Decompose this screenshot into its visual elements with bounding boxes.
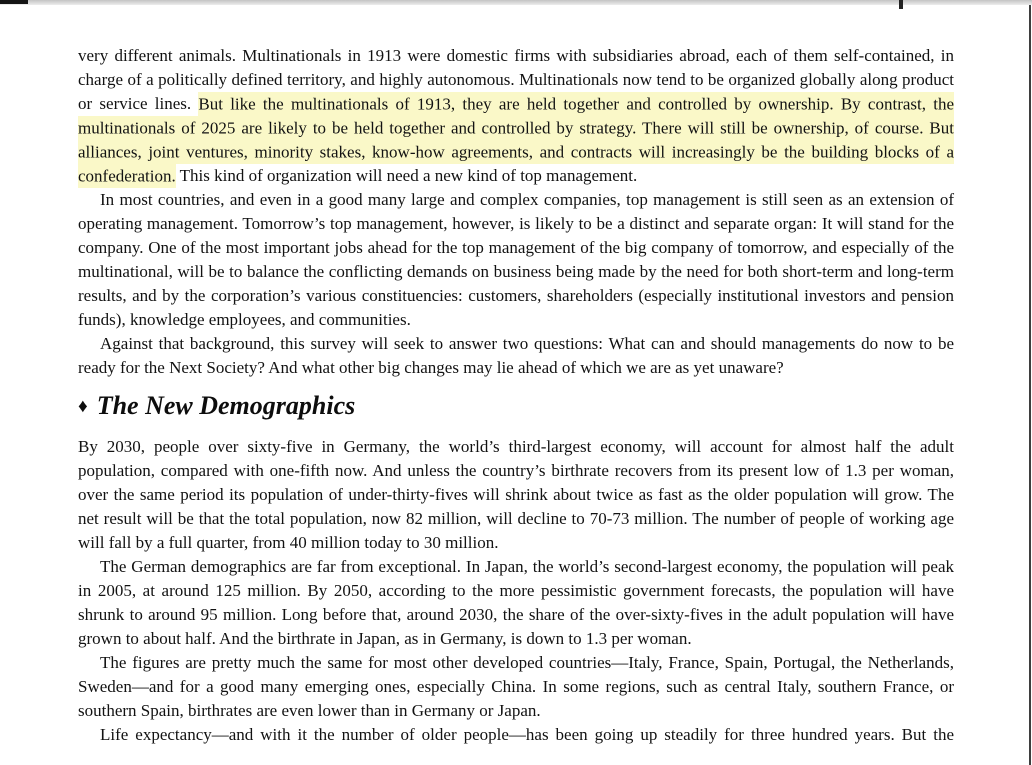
paragraph-germany-demographics: By 2030, people over sixty-five in Germany, the world’s third-largest economy, will account for almost half the adult population, compared with one-fifth now. And unless the country’s birthrate recovers from its present low of 1.3 per woman, over the same period its population of under-thirty-fives will shrink about twice as fast as the older population will grow. The net result will be that the total population, now 82 million, will decline to 70-73 million. The number of people of working age will fall by a full quarter, from 40 million today to 30 million.: [78, 437, 954, 552]
window-top-tick-artifact: [899, 0, 903, 9]
paragraph-text: This kind of organization will need a new kind of top management.: [175, 166, 638, 185]
paragraph-top-management: In most countries, and even in a good many large and complex companies, top management is still seen as an extension of operating management. Tomorrow’s top management, however, is likely to be a distinct and separate organ: It will stand for the company. One of the most important jobs ahead for the top management of the big company of tomorrow, and especially of the multinational, will be to balance the conflicting demands on business being made by the need for both short-term and long-term results, and by the corporation’s various constituencies: customers, shareholders (especially institutional investors and pension funds), knowledge employees, and communities.: [78, 190, 954, 329]
highlighted-text[interactable]: But like the multinationals of 1913, they are held together and controlled by ownership. By contrast, the multinationals of 2025 are likely to be held together and controlled by strategy. There will still be ownership, of course. But alliances, joint ventures, minority stakes, know-how agreements, and contracts will increasingly be the building blocks of a confederation.: [78, 92, 954, 188]
diamond-bullet-icon: ♦: [78, 396, 88, 417]
paragraph-multinationals: [78, 44, 954, 188]
window-top-edge: [0, 0, 1032, 5]
page-text-block: [78, 44, 954, 747]
section-heading-text: The New Demographics: [96, 391, 356, 420]
section-heading-new-demographics: [78, 389, 954, 425]
paragraph-life-expectancy: Life expectancy—and with it the number of older people—has been going up steadily for three hundred years. But the: [100, 725, 954, 744]
paragraph-survey-questions: Against that background, this survey will seek to answer two questions: What can and should managements do now to be ready for the Next Society? And what other big changes may lie ahead of which we are as yet unaware?: [78, 334, 954, 377]
window-top-left-artifact: [0, 0, 28, 4]
paragraph-japan-demographics: The German demographics are far from exceptional. In Japan, the world’s second-largest economy, the population will peak in 2005, at around 125 million. By 2050, according to the more pessimistic government forecasts, the population will have shrunk to around 95 million. Long before that, around 2030, the share of the over-sixty-fives in the adult population will have grown to about half. And the birthrate in Japan, as in Germany, is down to 1.3 per woman.: [78, 557, 954, 648]
paragraph-other-countries: The figures are pretty much the same for most other developed countries—Italy, France, Spain, Portugal, the Netherlands, Sweden—and for a good many emerging ones, especially China. In some regions, such as central Italy, southern France, or southern Spain, birthrates are even lower than in Germany or Japan.: [78, 653, 954, 720]
paragraph-text: very different animals. Multinationals in 1913 were domestic firms with subsidiaries abroad, each of them self-contained, in charge of a politically defined territory, and highly autonomous. Multinationals now tend to be organized globally along product or service lines.: [78, 46, 954, 113]
window-right-edge: [1029, 5, 1031, 765]
